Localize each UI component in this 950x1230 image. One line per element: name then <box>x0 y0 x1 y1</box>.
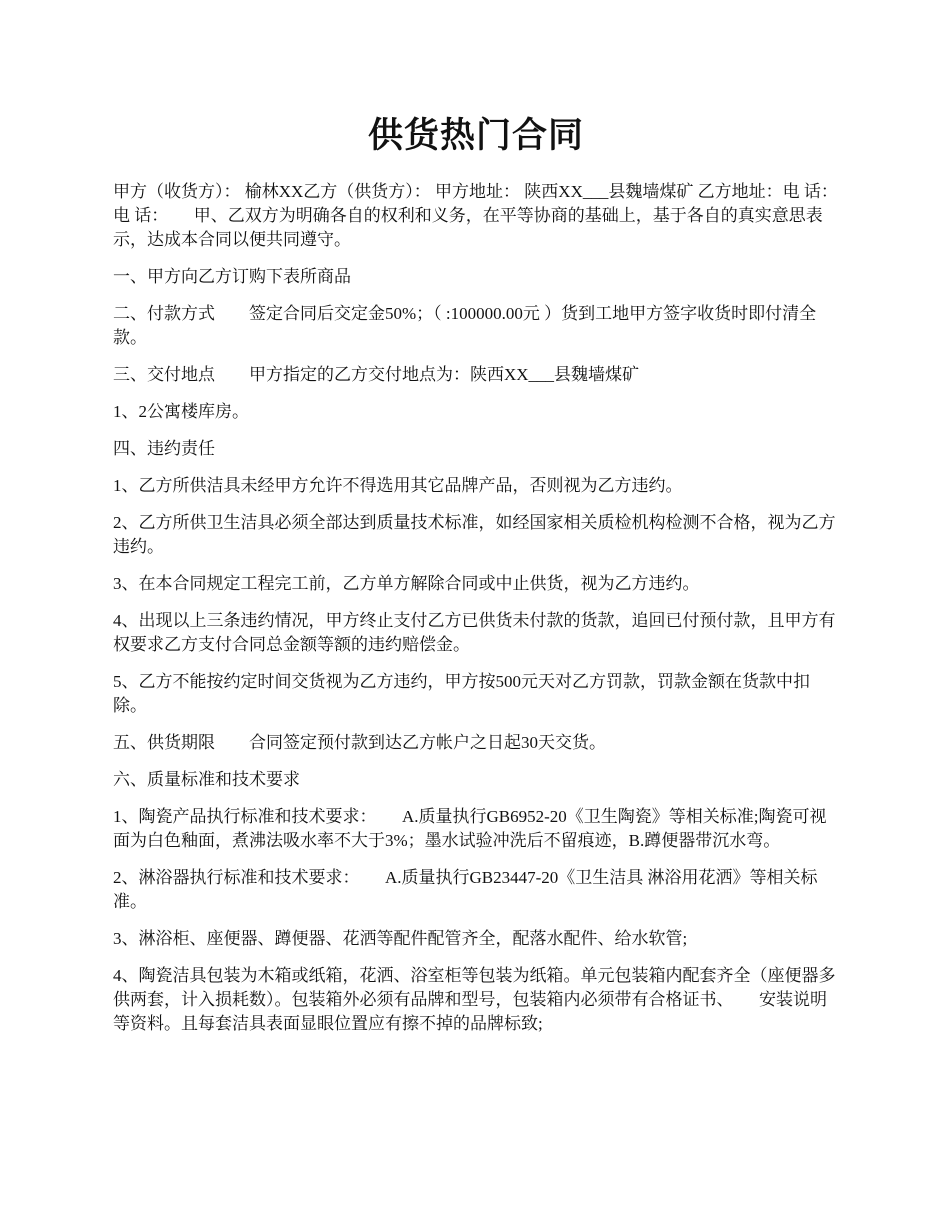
contract-parties-paragraph: 甲方（收货方）： 榆林XX乙方（供货方）： 甲方地址： 陕西XX___县魏墙煤矿 乙方地址：电 话：电 话： 甲、乙双方为明确各自的权利和义务，在平等协商的基础上，基于各自的真实意思表示，达成本合同以便共同遵守。 <box>113 182 838 249</box>
section-heading-quality: 六、质量标准和技术要求 <box>113 770 300 789</box>
breach-item-5: 5、乙方不能按约定时间交货视为乙方违约，甲方按500元天对乙方罚款，罚款金额在货款中扣除。 <box>113 672 810 715</box>
quality-item-2: 2、淋浴器执行标准和技术要求： A.质量执行GB23447-20《卫生洁具 淋浴用花洒》等相关标准。 <box>113 868 818 911</box>
quality-item-4: 4、陶瓷洁具包装为木箱或纸箱，花洒、浴室柜等包装为纸箱。单元包装箱内配套齐全（座便器多供两套，计入损耗数）。包装箱外必须有品牌和型号，包装箱内必须带有合格证书、 安装说明等资料。且每套洁具表面显眼位置应有擦不掉的品牌标致; <box>113 966 836 1033</box>
supply-period-paragraph: 五、供货期限 合同签定预付款到达乙方帐户之日起30天交货。 <box>113 733 606 752</box>
payment-method-paragraph: 二、付款方式 签定合同后交定金50%；（ :100000.00元 ）货到工地甲方签字收货时即付清全款。 <box>113 304 817 347</box>
breach-item-1: 1、乙方所供洁具未经甲方允许不得选用其它品牌产品，否则视为乙方违约。 <box>113 476 683 495</box>
delivery-location-detail: 1、2公寓楼库房。 <box>113 402 249 421</box>
breach-item-3: 3、在本合同规定工程完工前，乙方单方解除合同或中止供货，视为乙方违约。 <box>113 574 700 593</box>
breach-item-2: 2、乙方所供卫生洁具必须全部达到质量技术标准，如经国家相关质检机构检测不合格，视为乙方违约。 <box>113 513 836 556</box>
section-heading-breach: 四、违约责任 <box>113 439 215 458</box>
document-title: 供货热门合同 <box>367 116 584 155</box>
breach-item-4: 4、出现以上三条违约情况，甲方终止支付乙方已供货未付款的货款，追回已付预付款，且甲方有权要求乙方支付合同总金额等额的违约赔偿金。 <box>113 611 836 654</box>
quality-item-3: 3、淋浴柜、座便器、蹲便器、花洒等配件配管齐全，配落水配件、给水软管; <box>113 929 688 948</box>
delivery-location-paragraph: 三、交付地点 甲方指定的乙方交付地点为：陕西XX___县魏墙煤矿 <box>113 365 640 384</box>
section-heading-order: 一、甲方向乙方订购下表所商品 <box>113 267 351 286</box>
quality-item-1: 1、陶瓷产品执行标准和技术要求： A.质量执行GB6952-20《卫生陶瓷》等相关标准;陶瓷可视面为白色釉面，煮沸法吸水率不大于3%；墨水试验冲洗后不留痕迹，B.蹲便器带沉水弯。 <box>113 807 827 850</box>
